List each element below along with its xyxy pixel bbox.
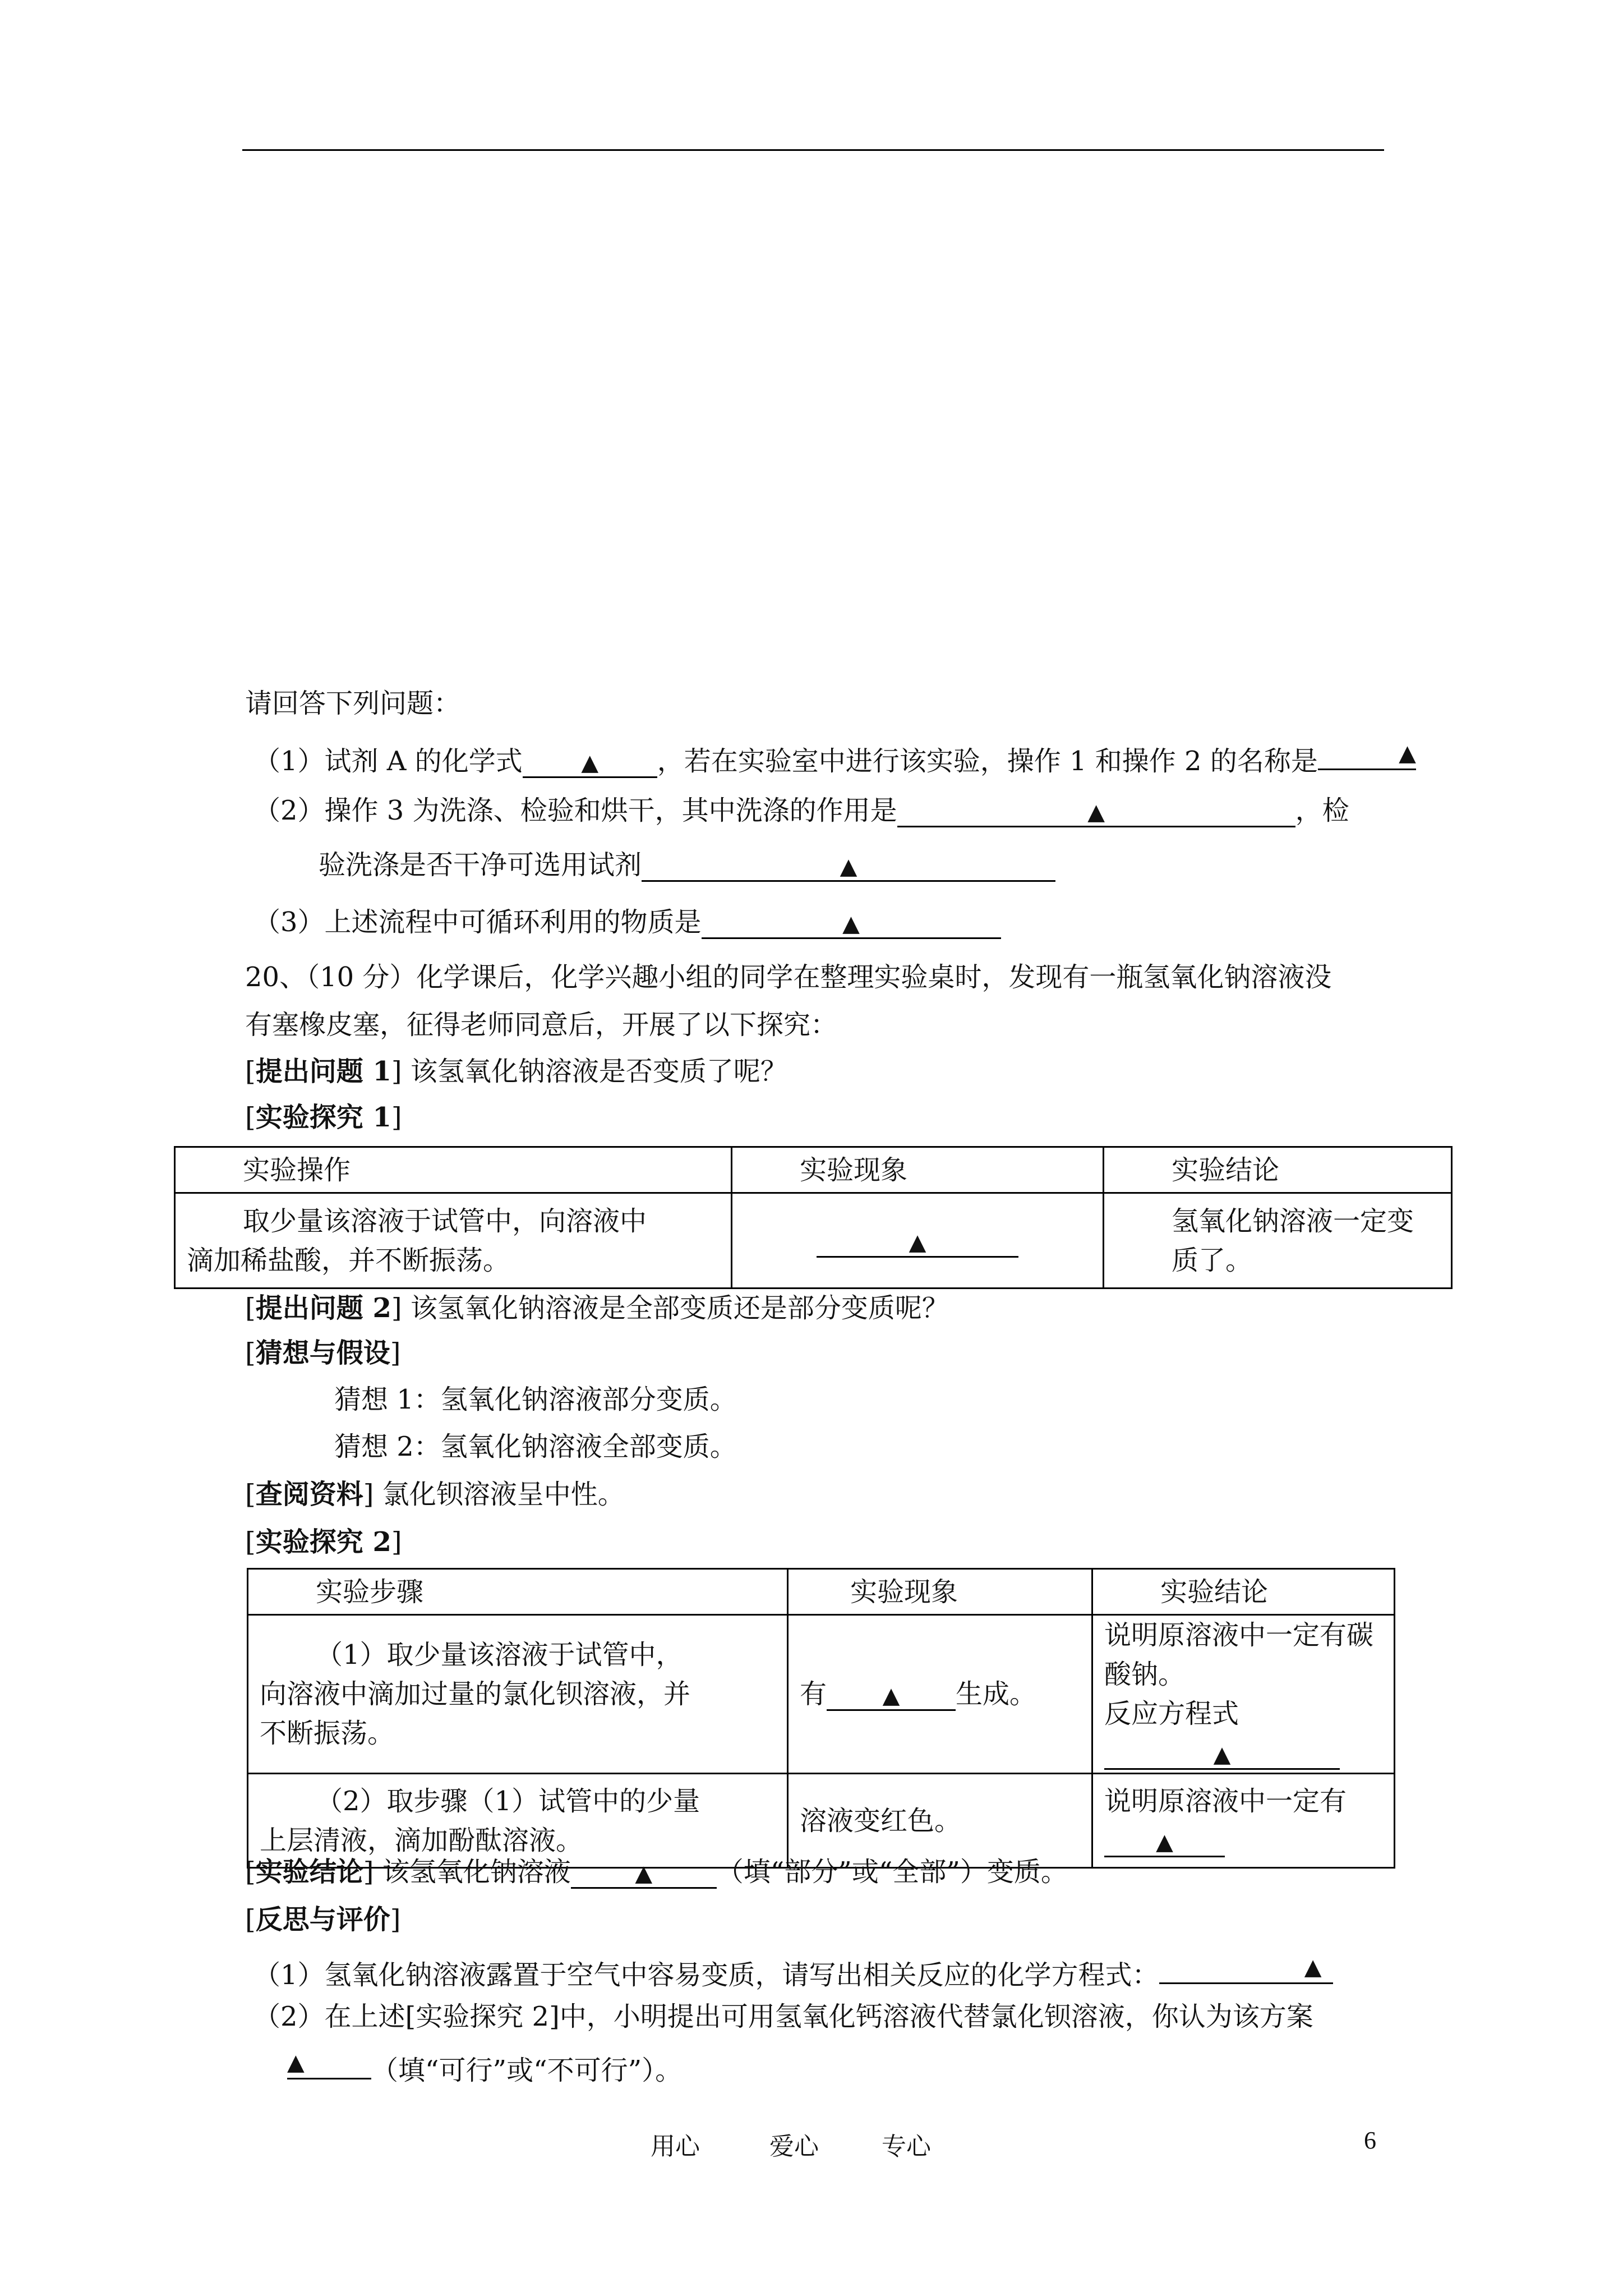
- table-header-cell: 实验结论: [1092, 1569, 1395, 1615]
- reflection-1: （1）氢氧化钠溶液露置于空气中容易变质，请写出相关反应的化学方程式： ▲: [253, 1951, 1333, 1993]
- experiment-2-table: [247, 1568, 1395, 1869]
- answer-blank[interactable]: ▲: [523, 745, 657, 778]
- footer-text: 专心: [882, 2132, 931, 2161]
- hypothesis-heading: [猜想与假设]: [245, 1337, 401, 1369]
- table-cell: 氢氧化钠溶液一定变质了。: [1104, 1193, 1452, 1289]
- table-cell: （2）取步骤（1）试管中的少量 上层清液，滴加酚酞溶液。: [248, 1774, 788, 1868]
- experiment-conclusion: [实验结论] 该氢氧化钠溶液 ▲ （填“部分”或“全部”）变质。: [245, 1856, 1068, 1888]
- answer-blank[interactable]: ▲: [571, 1856, 717, 1889]
- reflection-2-cont: ▲ （填“可行”或“不可行”）。: [287, 2046, 682, 2088]
- table-row: [175, 1147, 1452, 1193]
- q20-stem-line2: 有塞橡皮塞，征得老师同意后，开展了以下探究：: [245, 1009, 838, 1041]
- table-cell: （1）取少量该溶液于试管中， 向溶液中滴加过量的氯化钡溶液，并 不断振荡。: [248, 1615, 788, 1774]
- footer-text: 爱心: [769, 2132, 819, 2161]
- experiment-1-table: [174, 1146, 1453, 1289]
- q19-part3: （3）上述流程中可循环利用的物质是 ▲: [253, 904, 1001, 940]
- page-number: 6: [1364, 2127, 1376, 2154]
- answer-blank[interactable]: ▲: [1159, 1951, 1333, 1984]
- table-header-cell: 实验步骤: [248, 1569, 788, 1615]
- answer-blank[interactable]: ▲: [897, 794, 1295, 827]
- table-cell: 有 ▲ 生成。: [788, 1615, 1092, 1774]
- q19-part2-cont: 验洗涤是否干净可选用试剂 ▲: [319, 847, 1055, 883]
- reference-note: [查阅资料] 氯化钡溶液呈中性。: [245, 1479, 625, 1510]
- q20-stem-line1: 20、（10 分）化学课后，化学兴趣小组的同学在整理实验桌时，发现有一瓶氢氧化钠溶液没: [245, 961, 1332, 993]
- table-cell: [732, 1193, 1104, 1289]
- footer-text: 用心: [651, 2132, 700, 2161]
- answer-blank[interactable]: ▲: [1104, 1737, 1340, 1770]
- table-row: [248, 1615, 1395, 1774]
- experiment-2-heading: [实验探究 2]: [245, 1526, 402, 1558]
- answer-blank[interactable]: ▲: [1318, 737, 1416, 770]
- table-header-cell: 实验现象: [732, 1147, 1104, 1193]
- answer-blank[interactable]: ▲: [1104, 1824, 1225, 1857]
- hypothesis-2: 猜想 2：氢氧化钠溶液全部变质。: [334, 1431, 737, 1462]
- hypothesis-1: 猜想 1：氢氧化钠溶液部分变质。: [334, 1384, 737, 1415]
- header-rule: [242, 149, 1384, 151]
- q19-part2: （2）操作 3 为洗涤、检验和烘干，其中洗涤的作用是 ▲ ，检: [253, 795, 1349, 826]
- answer-blank[interactable]: ▲: [287, 2046, 371, 2079]
- answer-blank[interactable]: ▲: [827, 1678, 956, 1711]
- table-cell: 溶液变红色。: [788, 1774, 1092, 1868]
- reflection-2: （2）在上述[实验探究 2]中，小明提出可用氢氧化钙溶液代替氯化钡溶液，你认为该方案: [253, 2001, 1313, 2032]
- answer-blank[interactable]: ▲: [817, 1225, 1018, 1258]
- table-row: [248, 1569, 1395, 1615]
- table-cell: 说明原溶液中一定有▲: [1092, 1774, 1395, 1868]
- question-2: [提出问题 2] 该氢氧化钠溶液是全部变质还是部分变质呢？: [245, 1292, 949, 1324]
- table-cell: 取少量该溶液于试管中，向溶液中 滴加稀盐酸，并不断振荡。: [175, 1193, 732, 1289]
- answer-blank[interactable]: ▲: [642, 849, 1055, 882]
- table-cell: 说明原溶液中一定有碳酸钠。 反应方程式▲: [1092, 1615, 1395, 1774]
- q19-part1: （1）试剂 A 的化学式 ▲ ，若在实验室中进行该实验，操作 1 和操作 2 的名称是 ▲: [253, 737, 1416, 779]
- table-header-cell: 实验操作: [175, 1147, 732, 1193]
- intro-text: 请回答下列问题：: [245, 688, 461, 719]
- table-header-cell: 实验结论: [1104, 1147, 1452, 1193]
- question-1: [提出问题 1] 该氢氧化钠溶液是否变质了呢？: [245, 1056, 787, 1087]
- table-header-cell: 实验现象: [788, 1569, 1092, 1615]
- reflection-heading: [反思与评价]: [245, 1904, 401, 1935]
- answer-blank[interactable]: ▲: [702, 906, 1001, 939]
- experiment-1-heading: [实验探究 1]: [245, 1102, 402, 1133]
- table-row: [175, 1193, 1452, 1289]
